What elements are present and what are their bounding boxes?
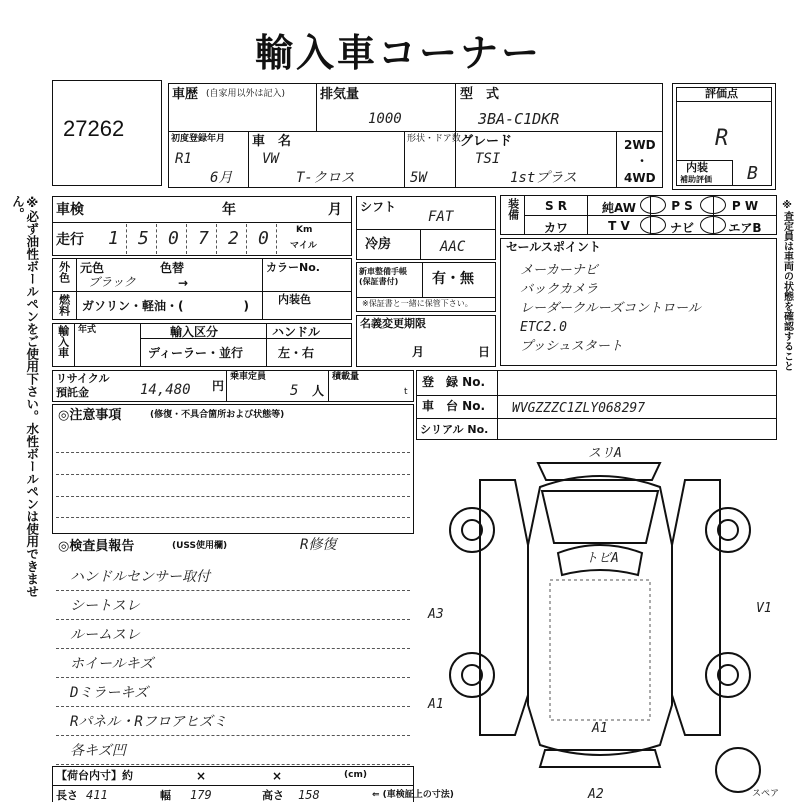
width-value: 179 [190, 788, 212, 802]
inspector-item: ルームスレ [70, 627, 140, 643]
height-label: 高さ [262, 789, 284, 802]
original-color-label: 元色 [80, 261, 105, 275]
fuel-label: 燃料 [57, 294, 71, 316]
cargo-label: 【荷台内寸】約 [56, 769, 133, 782]
drive-dot: ・ [636, 154, 649, 168]
name-change-day: 日 [478, 345, 491, 359]
color-arrow: → [178, 276, 189, 290]
recycle-label-top: リサイクル [56, 372, 110, 385]
length-label: 長さ [56, 789, 78, 802]
car-diagram [420, 445, 780, 800]
recycle-unit: 円 [212, 379, 225, 393]
width-label: 幅 [160, 789, 171, 802]
changed-color-label: 色替 [160, 261, 185, 275]
selling-point-item: ETC2.0 [520, 320, 567, 335]
equipment-item: T V [608, 219, 630, 233]
inspector-title: ◎検査員報告 [58, 539, 135, 554]
selection-circle [640, 216, 666, 234]
right-notice: ※査定員は車両の状態を確認すること [781, 200, 793, 371]
manuals-label: 新車整備手帳 (保証書付) [359, 267, 407, 287]
drive-2wd: 2WD [624, 138, 656, 152]
caution-title: ◎注意事項 [58, 408, 122, 423]
damage-mark: A1 [428, 697, 444, 712]
mileage-digit: 7 [198, 228, 209, 249]
car-make-value: VW [262, 151, 279, 167]
mileage-digit: 5 [138, 228, 149, 249]
name-change-label: 名義変更期限 [360, 317, 426, 330]
history-note: (自家用以外は記入) [206, 89, 286, 99]
shaken-label: 車検 [56, 202, 84, 218]
caution-box [52, 404, 414, 534]
shift-value: FAT [428, 209, 454, 225]
km-label: Km [296, 225, 313, 235]
import-type-label: 輸入区分 [170, 325, 219, 339]
history-label: 車歴 [172, 87, 199, 102]
interior-sub: 補助評価 [680, 175, 712, 184]
damage-mark: A3 [428, 607, 444, 622]
exterior-label: 外色 [57, 261, 71, 283]
inspector-item: Rパネル・Rフロアヒズミ [70, 714, 227, 730]
times-2: × [272, 769, 283, 783]
fuel-options: ガソリン・軽油・( ) [82, 299, 249, 313]
serial-label: シリアル No. [420, 423, 489, 436]
exterior-color-value: ブラック [88, 275, 136, 289]
inspector-item: 各キズ凹 [70, 743, 126, 759]
grade-sub-value: 1stプラス [510, 170, 577, 186]
length-value: 411 [86, 788, 108, 802]
recycle-label-bottom: 預託金 [56, 386, 89, 399]
displacement-value: 1000 [368, 111, 402, 127]
mile-label: マイル [290, 241, 317, 251]
inspector-item: Dミラーキズ [70, 685, 149, 701]
car-name-value: T-クロス [296, 170, 355, 186]
mileage-label: 走行 [56, 232, 84, 248]
spare-label: スペア [752, 789, 780, 799]
shaken-year-label: 年 [222, 202, 236, 218]
damage-mark: トビA [585, 551, 619, 566]
handle-value: 左・右 [278, 346, 315, 360]
inspector-item: シートスレ [70, 598, 140, 614]
reg-no-label: 登 録 No. [422, 375, 486, 389]
first-reg-year: R1 [175, 151, 192, 167]
selling-point-item: メーカーナビ [520, 263, 598, 278]
equipment-item: P S [671, 199, 693, 213]
selling-point-item: レーダークルーズコントロール [520, 301, 701, 316]
chassis-label: 車 台 No. [422, 399, 486, 413]
selling-point-item: プッシュスタート [520, 339, 623, 354]
shift-label: シフト [360, 200, 397, 214]
inspector-item: ハンドルセンサー取付 [70, 569, 210, 585]
damage-mark: A2 [588, 787, 604, 802]
equipment-item: エアB [728, 221, 762, 235]
load-unit: t [404, 387, 408, 397]
mileage-digit: 0 [168, 228, 179, 249]
equipment-item: カワ [543, 221, 568, 235]
left-notice: ※必ず油性ボールペンをご使用下さい。水性ボールペンは使用できません。 [10, 195, 40, 598]
drive-4wd: 4WD [624, 171, 656, 185]
selection-circle [700, 196, 726, 214]
damage-mark: A1 [592, 721, 608, 736]
selection-circle [640, 196, 666, 214]
caution-sub: (修復・不具合箇所および状態等) [150, 410, 285, 420]
equipment-item: P W [731, 199, 759, 213]
handle-label: ハンドル [272, 325, 321, 339]
damage-mark: V1 [756, 601, 772, 616]
inspector-header-note: R修復 [300, 537, 337, 553]
height-value: 158 [298, 788, 320, 802]
door-value: 5W [410, 170, 427, 186]
mileage-digit: 2 [228, 228, 239, 249]
recycle-value: 14,480 [140, 382, 191, 398]
page-title: 輸入車コーナー [255, 31, 543, 75]
load-label: 積載量 [332, 372, 360, 382]
damage-mark: スリA [588, 446, 622, 461]
model-code-value: 3BA-C1DKR [478, 110, 560, 128]
interior-label: 内装 [686, 161, 708, 174]
equipment-item: 純AW [602, 201, 636, 215]
shaken-month-label: 月 [328, 202, 342, 218]
cm-label: (cm) [344, 770, 367, 780]
equipment-item: S R [544, 199, 568, 213]
interior-value: B [747, 163, 758, 184]
first-reg-month: 6月 [210, 170, 233, 186]
selling-points-label: セールスポイント [506, 240, 601, 254]
import-year-label: 年式 [78, 325, 97, 335]
import-label: 輸入車 [56, 325, 70, 358]
name-change-month: 月 [412, 345, 425, 359]
grade-label: グレード [460, 134, 513, 149]
chassis-value: WVGZZZC1ZLY068297 [512, 401, 646, 416]
capacity-unit: 人 [312, 384, 325, 398]
model-code-label: 型 式 [460, 87, 500, 102]
import-type-value: ディーラー・並行 [148, 346, 244, 360]
capacity-value: 5 [290, 383, 299, 399]
shaken-dim-note: ⇐ (車検証上の寸法) [372, 790, 454, 800]
times-1: × [196, 769, 207, 783]
car-name-label: 車 名 [252, 134, 292, 149]
first-reg-label: 初度登録年月 [171, 134, 226, 144]
inspector-sub: (USS使用欄) [172, 541, 228, 551]
door-label: 形状・ドア数 [407, 134, 461, 144]
ac-value: AAC [440, 239, 466, 255]
color-no-label: カラーNo. [266, 261, 320, 274]
equipment-item: ナビ [669, 221, 694, 235]
displacement-label: 排気量 [320, 87, 360, 102]
mileage-digit: 0 [258, 228, 269, 249]
selling-point-item: バックカメラ [520, 282, 599, 297]
score-value: R [715, 126, 729, 151]
lot-number-box [52, 80, 162, 186]
manuals-value: 有・無 [432, 271, 474, 287]
mileage-digit: 1 [108, 228, 119, 249]
selection-circle [700, 216, 726, 234]
equipment-label: 装備 [506, 198, 520, 220]
manuals-note: ※保証書と一緒に保管下さい。 [362, 299, 473, 308]
lot-number: 27262 [63, 116, 125, 141]
capacity-label: 乗車定員 [230, 372, 267, 382]
interior-color-label: 内装色 [278, 293, 311, 306]
inspector-item: ホイールキズ [70, 656, 154, 672]
ac-label: 冷房 [365, 237, 392, 252]
grade-value: TSI [475, 151, 501, 167]
score-label: 評価点 [705, 87, 738, 100]
